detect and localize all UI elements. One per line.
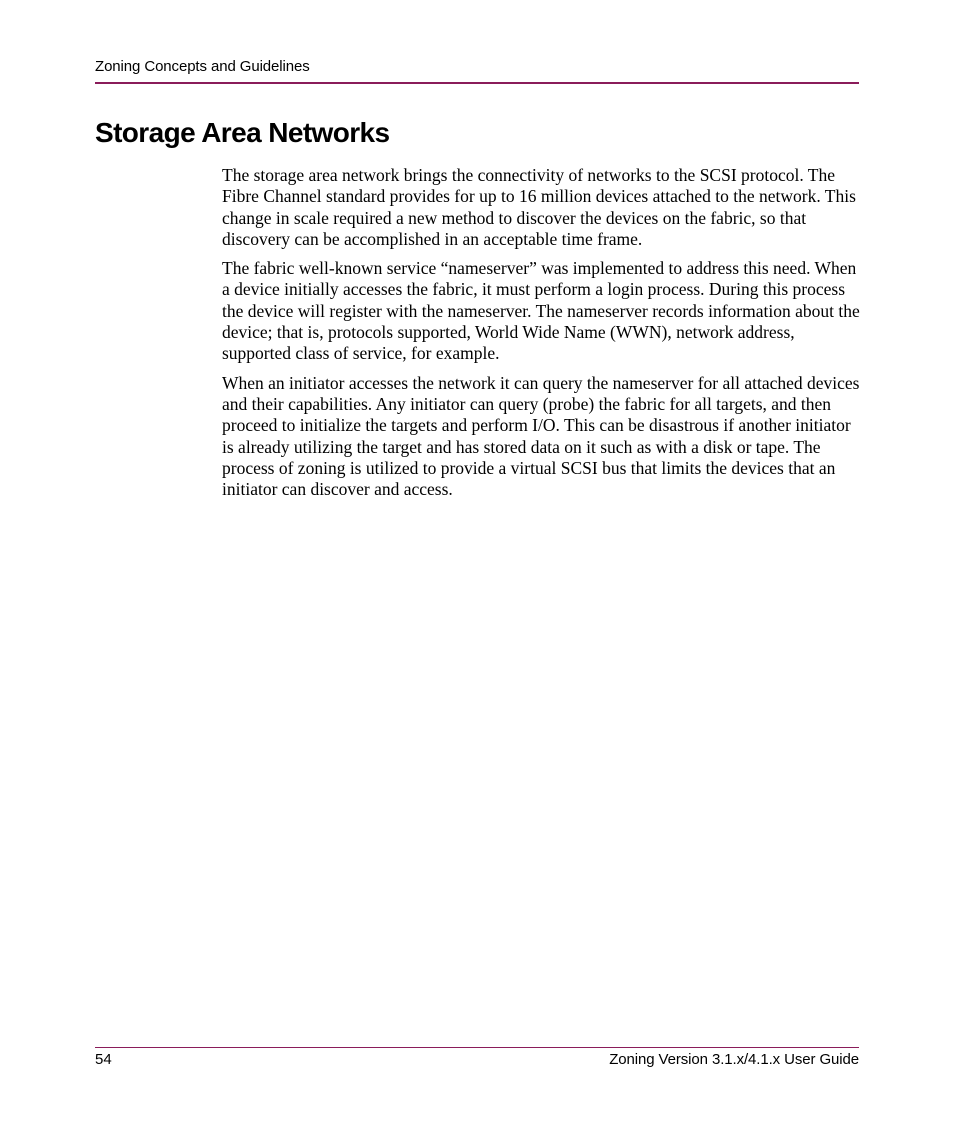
section-title: Storage Area Networks [95,117,390,148]
paragraph: The storage area network brings the connectivity of networks to the SCSI protocol. The Fibre Channel standard provides for up to 16 million devices attached to the network. This change in scale required a new method to discover the devices on the fabric, so that discovery can be accomplished in an acceptable time frame. [222,165,856,249]
running-header: Zoning Concepts and Guidelines [95,58,310,75]
body-text [222,165,862,508]
paragraph: The fabric well-known service “nameserver” was implemented to address this need. When a device initially accesses the fabric, it must perform a login process. During this process the device will register with the nameserver. The nameserver records information about the device; that is, protocols supported, World Wide Name (WWN), network address, supported class of service, for example. [222,258,860,364]
running-footer: Zoning Version 3.1.x/4.1.x User Guide [609,1051,859,1068]
page-number: 54 [95,1051,112,1068]
footer-rule [95,1047,859,1048]
paragraph: When an initiator accesses the network it can query the nameserver for all attached devices and their capabilities. Any initiator can query (probe) the fabric for all targets, and then proceed to initialize the targets and perform I/O. This can be disastrous if another initiator is already utilizing the target and has stored data on it such as with a disk or tape. The process of zoning is utilized to provide a virtual SCSI bus that limits the devices that an initiator can discover and access. [222,372,860,500]
header-rule [95,82,859,84]
